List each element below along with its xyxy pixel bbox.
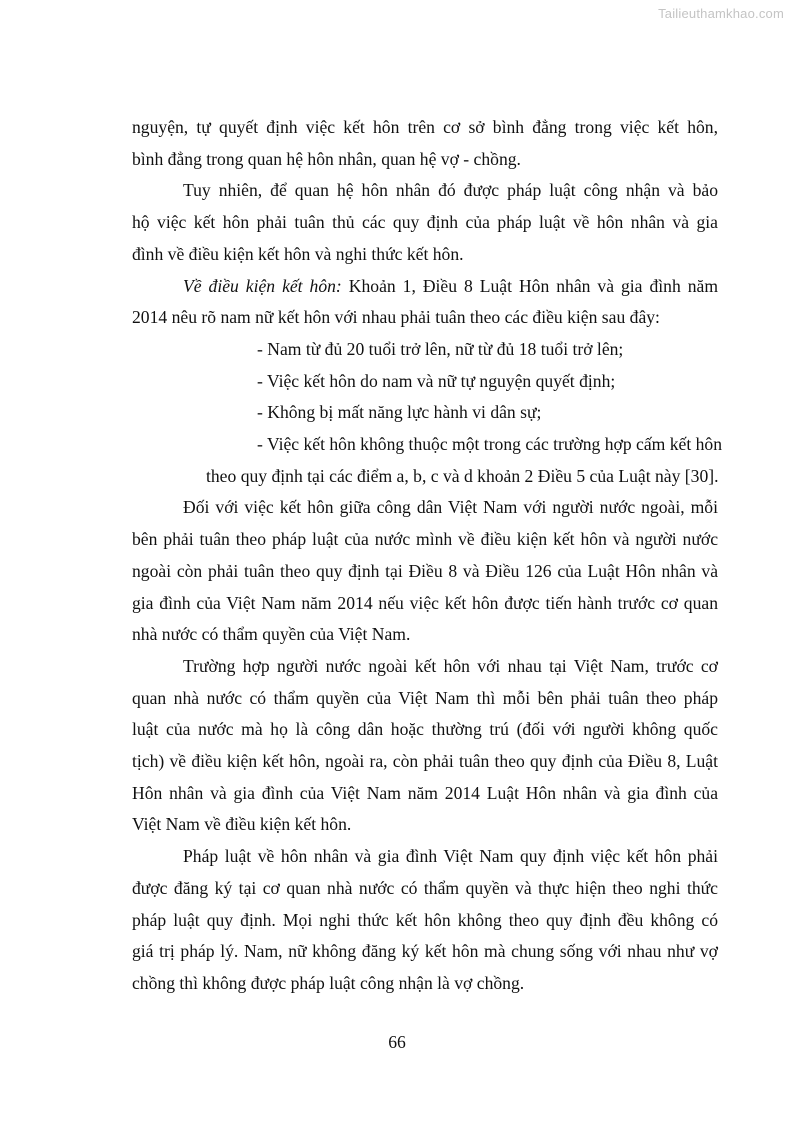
- text-line: nguyện, tự quyết định việc kết hôn trên cơ sở bình đẳng trong việc kết hôn,: [132, 117, 718, 137]
- text-line: nhà nước có thẩm quyền của Việt Nam.: [132, 624, 411, 645]
- text-line: ngoài còn phải tuân theo quy định tại Điều 8 và Điều 126 của Luật Hôn nhân và: [132, 560, 718, 581]
- text-line: giá trị pháp lý. Nam, nữ không đăng ký kết hôn mà chung sống với nhau như vợ: [132, 941, 718, 962]
- text-line: pháp luật quy định. Mọi nghi thức kết hôn không theo quy định đều không có: [132, 909, 718, 930]
- condition-item: - Nam từ đủ 20 tuổi trở lên, nữ từ đủ 18 tuổi trở lên;: [257, 338, 624, 359]
- text-line: Trường hợp người nước ngoài kết hôn với nhau tại Việt Nam, trước cơ: [183, 655, 718, 676]
- text-line: 2014 nêu rõ nam nữ kết hôn với nhau phải tuân theo các điều kiện sau đây:: [132, 307, 660, 328]
- text-line: đình về điều kiện kết hôn và nghi thức kết hôn.: [132, 243, 464, 264]
- paragraph-1: [132, 112, 718, 175]
- text-line: hộ việc kết hôn phải tuân thủ các quy định của pháp luật về hôn nhân và gia: [132, 212, 718, 233]
- text-line: Việt Nam về điều kiện kết hôn.: [132, 814, 352, 835]
- watermark: Tailieuthamkhao.com: [658, 6, 784, 21]
- paragraph-5: [132, 651, 718, 841]
- paragraph-3: [132, 271, 718, 334]
- text-line: bình đẳng trong quan hệ hôn nhân, quan hệ vợ - chồng.: [132, 148, 521, 169]
- italic-heading: Về điều kiện kết hôn:: [183, 275, 342, 296]
- condition-item-continued: theo quy định tại các điểm a, b, c và d khoản 2 Điều 5 của Luật này [30].: [206, 465, 719, 486]
- condition-item: - Việc kết hôn không thuộc một trong các trường hợp cấm kết hôn: [257, 434, 723, 455]
- text-line: bên phải tuân theo pháp luật của nước mình về điều kiện kết hôn và người nước: [132, 529, 718, 550]
- paragraph-2: [132, 175, 718, 270]
- text-line: luật của nước mà họ là công dân hoặc thường trú (đối với người không quốc: [132, 719, 718, 740]
- text-line: gia đình của Việt Nam năm 2014 nếu việc kết hôn được tiến hành trước cơ quan: [132, 592, 718, 613]
- text-line: Tuy nhiên, để quan hệ hôn nhân đó được pháp luật công nhận và bảo: [183, 180, 718, 201]
- condition-item: - Không bị mất năng lực hành vi dân sự;: [257, 402, 542, 423]
- text-run: Khoản 1, Điều 8 Luật Hôn nhân và gia đình năm: [341, 275, 718, 296]
- paragraph-6: [132, 841, 718, 1000]
- text-line: quan nhà nước có thẩm quyền của Việt Nam thì mỗi bên phải tuân theo pháp: [132, 687, 718, 708]
- text-line: Đối với việc kết hôn giữa công dân Việt Nam với người nước ngoài, mỗi: [183, 497, 718, 518]
- condition-item: - Việc kết hôn do nam và nữ tự nguyện quyết định;: [257, 370, 616, 391]
- text-line: được đăng ký tại cơ quan nhà nước có thẩm quyền và thực hiện theo nghi thức: [132, 877, 718, 898]
- text-line: Pháp luật về hôn nhân và gia đình Việt Nam quy định việc kết hôn phải: [183, 846, 718, 867]
- document-body: [132, 112, 723, 1000]
- paragraph-4: [132, 492, 718, 651]
- page-number: 66: [388, 1032, 406, 1052]
- text-line: Hôn nhân và gia đình của Việt Nam năm 2014 Luật Hôn nhân và gia đình của: [132, 782, 718, 803]
- text-line: chồng thì không được pháp luật công nhận là vợ chồng.: [132, 972, 525, 993]
- text-line: tịch) về điều kiện kết hôn, ngoài ra, còn phải tuân theo quy định của Điều 8, Luật: [132, 751, 718, 772]
- text-line: [132, 271, 718, 303]
- conditions-list: [132, 334, 723, 493]
